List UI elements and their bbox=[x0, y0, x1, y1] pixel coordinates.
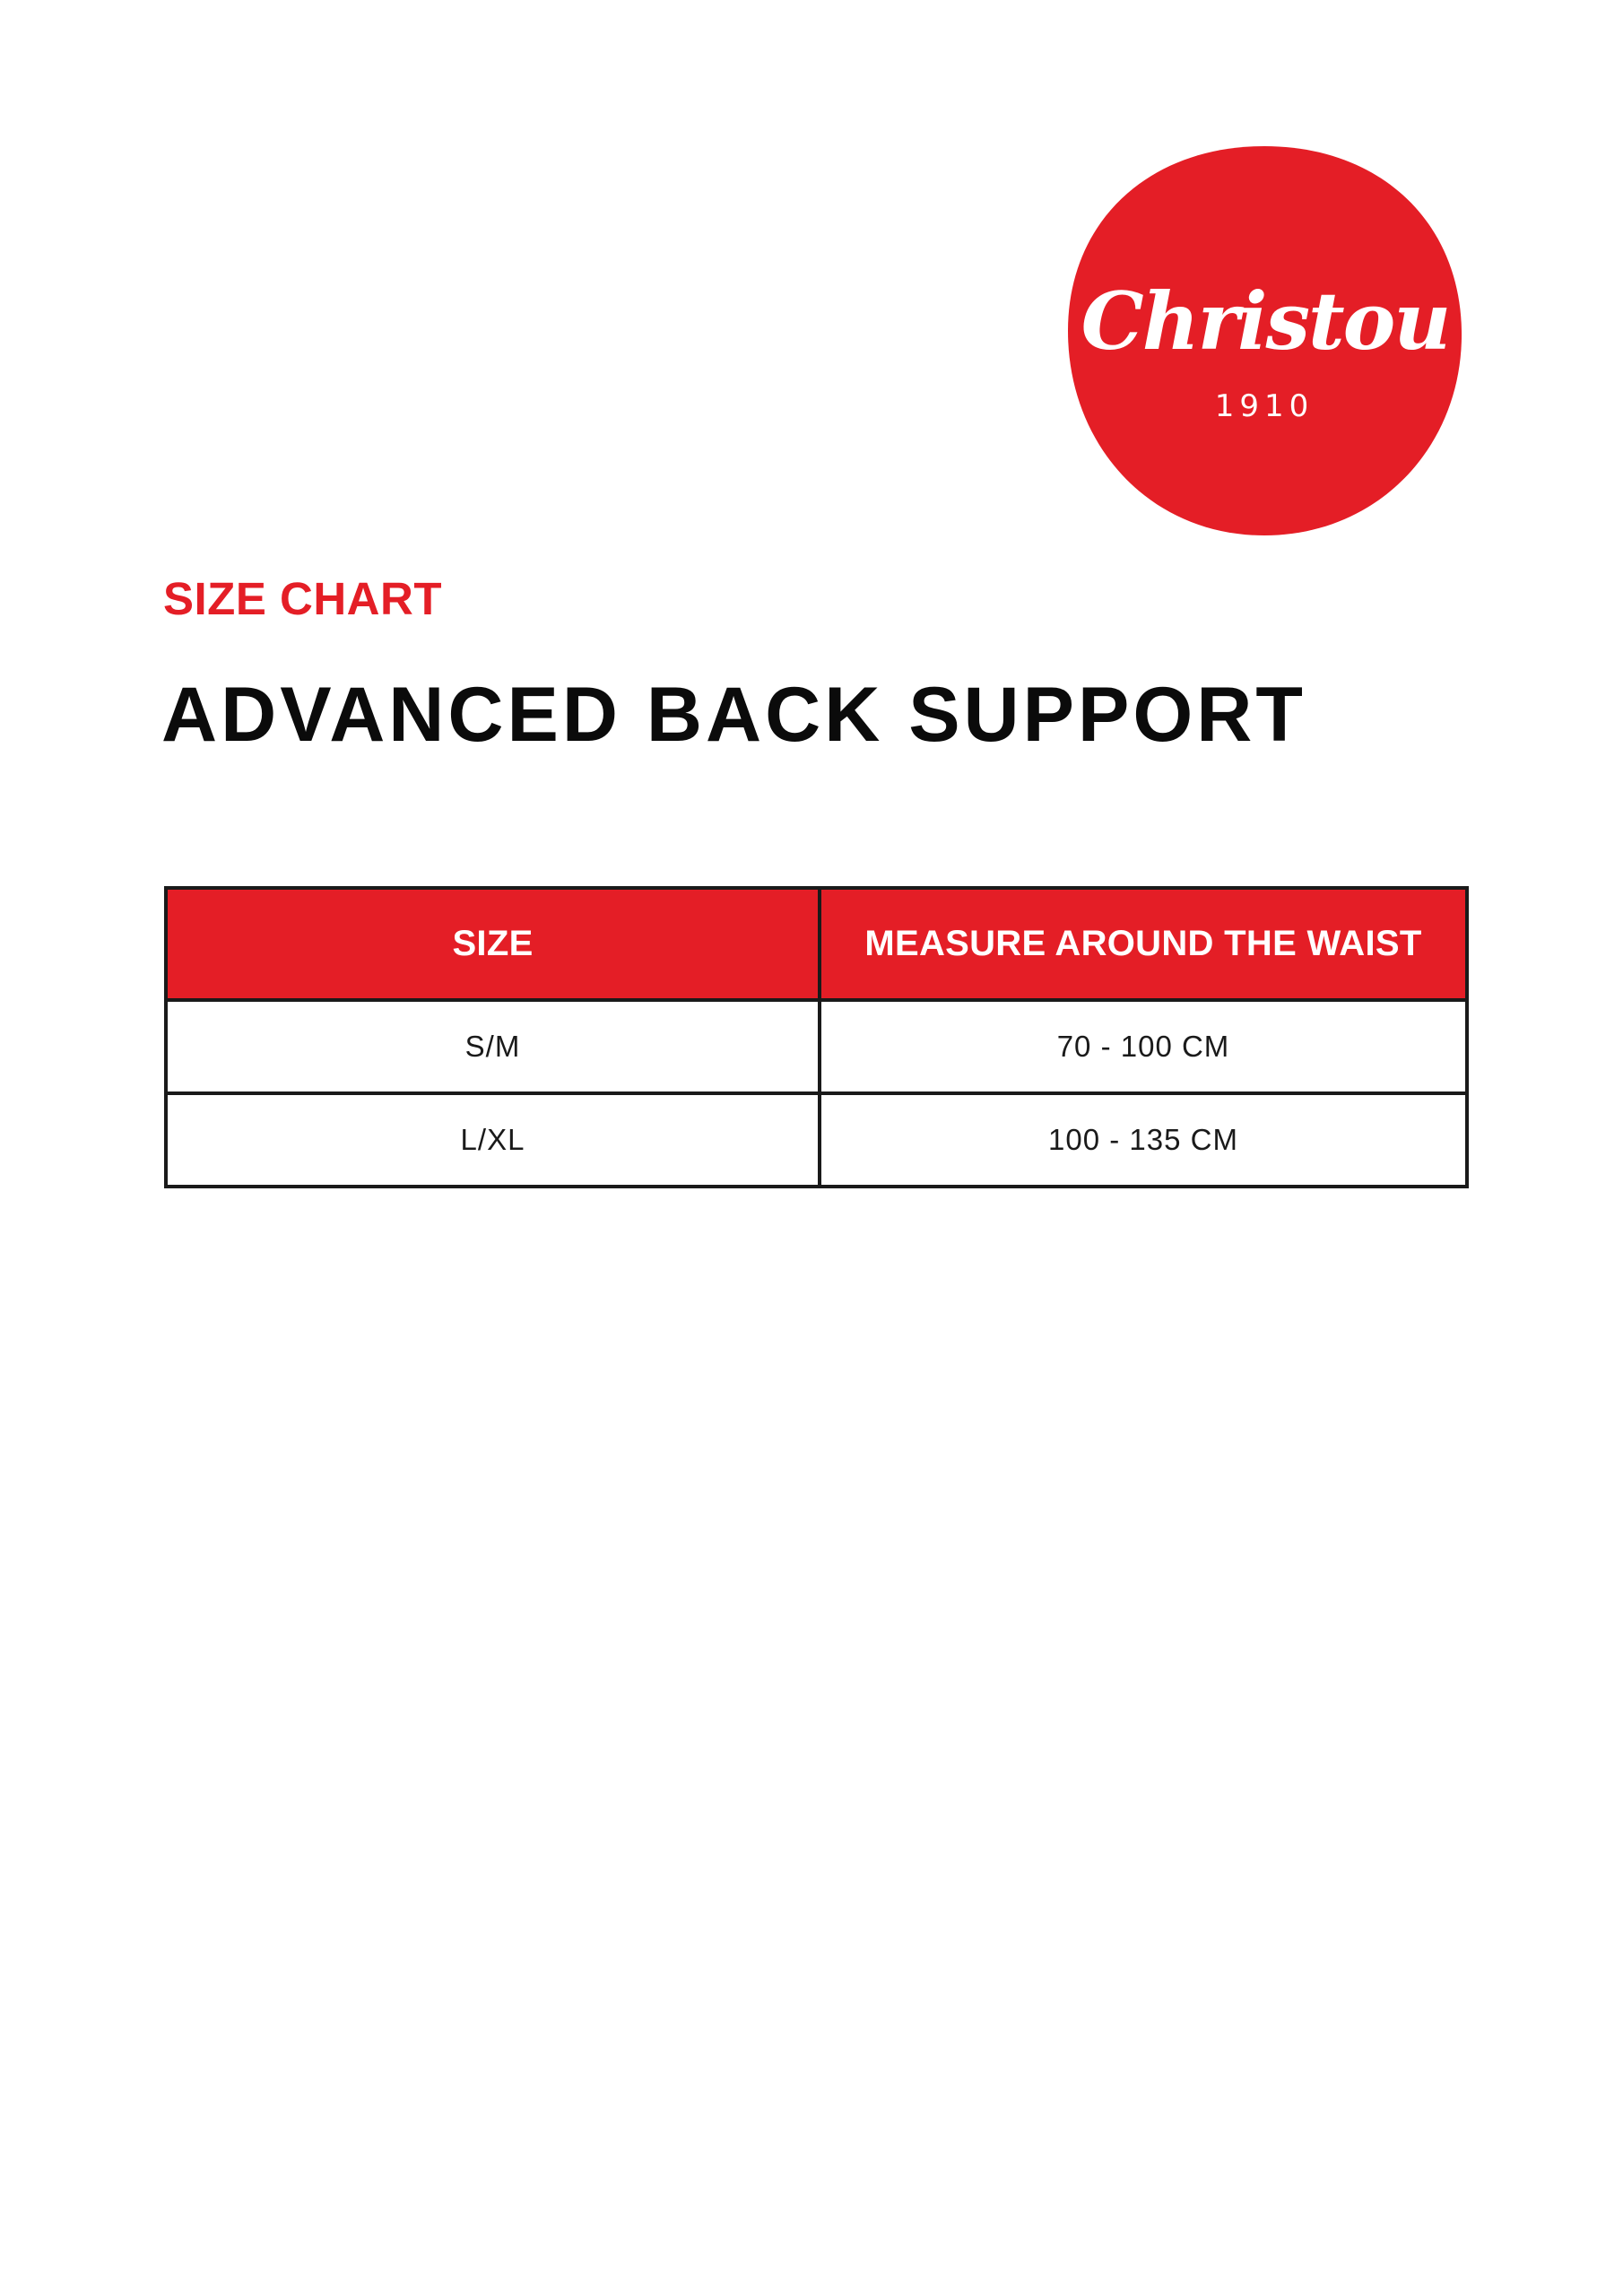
waist-measure-cell: 70 - 100 CM bbox=[820, 1000, 1467, 1093]
logo-year: 1910 bbox=[1214, 388, 1315, 424]
section-kicker: SIZE CHART bbox=[163, 573, 442, 624]
column-header-waist: MEASURE AROUND THE WAIST bbox=[820, 888, 1467, 1000]
table-row bbox=[166, 1000, 1467, 1093]
logo-wordmark: Christou bbox=[1081, 274, 1450, 368]
size-cell: L/XL bbox=[166, 1093, 820, 1187]
size-chart-table bbox=[164, 886, 1469, 1188]
christou-logo bbox=[1064, 141, 1465, 541]
table-row bbox=[166, 1093, 1467, 1187]
size-cell: S/M bbox=[166, 1000, 820, 1093]
page-title: ADVANCED BACK SUPPORT bbox=[161, 672, 1306, 758]
waist-measure-cell: 100 - 135 CM bbox=[820, 1093, 1467, 1187]
column-header-size: SIZE bbox=[166, 888, 820, 1000]
table-header-row bbox=[166, 888, 1467, 1000]
